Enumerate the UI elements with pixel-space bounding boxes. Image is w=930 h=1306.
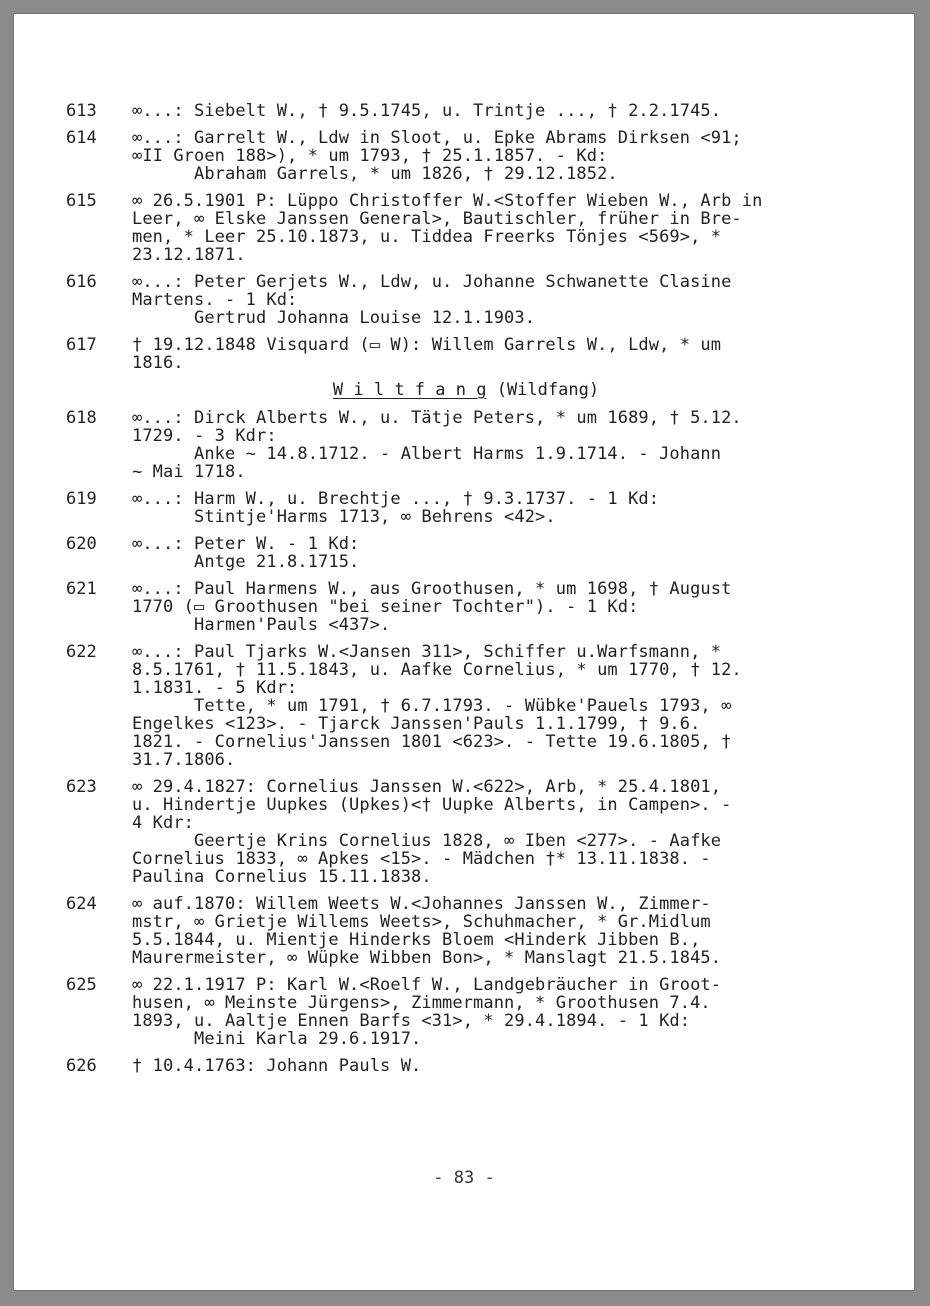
entry-line: 1770 (▭ Groothusen "bei seiner Tochter"). - 1 Kd:	[132, 597, 639, 617]
entry-line: Geertje Krins Cornelius 1828, ∞ Iben <277>. - Aafke	[132, 831, 722, 851]
entry-text	[132, 580, 866, 634]
entry-text	[132, 409, 866, 481]
entry-number: 620	[66, 534, 97, 554]
entry-line: Anke ~ 14.8.1712. - Albert Harms 1.9.1714. - Johann	[132, 444, 722, 464]
page-number: - 83 -	[433, 1168, 495, 1188]
entry-number: 619	[66, 489, 97, 509]
entry-line: 1821. - Cornelius'Janssen 1801 <623>. - Tette 19.6.1805, †	[132, 732, 732, 752]
entry	[66, 1057, 866, 1075]
entry	[66, 102, 866, 120]
entry-line: ~ Mai 1718.	[132, 462, 246, 482]
entry	[66, 976, 866, 1048]
entry-line: 1893, u. Aaltje Ennen Barfs <31>, * 29.4.1894. - 1 Kd:	[132, 1011, 691, 1031]
entry-line: ∞ auf.1870: Willem Weets W.<Johannes Janssen W., Zimmer-	[132, 894, 711, 914]
entry-text	[132, 535, 866, 571]
entry-line: Harmen'Pauls <437>.	[132, 615, 391, 635]
entry-line: Tette, * um 1791, † 6.7.1793. - Wübke'Pauels 1793, ∞	[132, 696, 732, 716]
entry-line: 23.12.1871.	[132, 245, 246, 265]
entry-number: 618	[66, 408, 97, 428]
entry	[66, 336, 866, 372]
entry-line: 1729. - 3 Kdr:	[132, 426, 277, 446]
entry-number: 615	[66, 191, 97, 211]
entry-line: ∞...: Peter Gerjets W., Ldw, u. Johanne Schwanette Clasine	[132, 272, 732, 292]
entry	[66, 192, 866, 264]
entry-line: ∞...: Peter W. - 1 Kd:	[132, 534, 360, 554]
entry-line: Leer, ∞ Elske Janssen General>, Bautischler, früher in Bre-	[132, 209, 742, 229]
entry	[66, 490, 866, 526]
entry-number: 626	[66, 1056, 97, 1076]
entry-number: 625	[66, 975, 97, 995]
section-heading-subtitle: (Wildfang)	[496, 380, 600, 400]
entry	[66, 409, 866, 481]
entry-line: Cornelius 1833, ∞ Apkes <15>. - Mädchen †* 13.11.1838. -	[132, 849, 711, 869]
entry-line: ∞ 22.1.1917 P: Karl W.<Roelf W., Landgebräucher in Groot-	[132, 975, 722, 995]
entry-line: ∞...: Paul Tjarks W.<Jansen 311>, Schiffer u.Warfsmann, *	[132, 642, 722, 662]
entry-line: † 10.4.1763: Johann Pauls W.	[132, 1056, 422, 1076]
entry-line: ∞ 26.5.1901 P: Lüppo Christoffer W.<Stoffer Wieben W., Arb in	[132, 191, 763, 211]
entry-line: u. Hindertje Uupkes (Upkes)<† Uupke Alberts, in Campen>. -	[132, 795, 732, 815]
entry-line: 4 Kdr:	[132, 813, 195, 833]
entry	[66, 643, 866, 769]
entry-line: 5.5.1844, u. Mientje Hinderks Bloem <Hinderk Jibben B.,	[132, 930, 701, 950]
entry-line: Engelkes <123>. - Tjarck Janssen'Pauls 1.1.1799, † 9.6.	[132, 714, 701, 734]
entry-line: 8.5.1761, † 11.5.1843, u. Aafke Cornelius, * um 1770, † 12.	[132, 660, 742, 680]
entry-number: 616	[66, 272, 97, 292]
entry-line: Paulina Cornelius 15.11.1838.	[132, 867, 432, 887]
entry-text	[132, 778, 866, 886]
entry	[66, 535, 866, 571]
entry	[66, 778, 866, 886]
entry-line: ∞...: Paul Harmens W., aus Groothusen, * um 1698, † August	[132, 579, 732, 599]
entry-number: 614	[66, 128, 97, 148]
entry-line: ∞...: Garrelt W., Ldw in Sloot, u. Epke Abrams Dirksen <91;	[132, 128, 742, 148]
entry	[66, 273, 866, 327]
entry-number: 622	[66, 642, 97, 662]
entry-line: Antge 21.8.1715.	[132, 552, 360, 572]
entry-line: 1.1831. - 5 Kdr:	[132, 678, 298, 698]
entry	[66, 895, 866, 967]
entry-list	[66, 102, 866, 1084]
entry-line: Gertrud Johanna Louise 12.1.1903.	[132, 308, 536, 328]
entry-line: ∞II Groen 188>), * um 1793, † 25.1.1857. - Kd:	[132, 146, 608, 166]
entry-number: 617	[66, 335, 97, 355]
section-heading-title: W i l t f a n g	[332, 380, 487, 400]
entry-text	[132, 1057, 866, 1075]
entry	[66, 129, 866, 183]
entry-number: 624	[66, 894, 97, 914]
entry-line: Stintje'Harms 1713, ∞ Behrens <42>.	[132, 507, 556, 527]
entry-line: ∞...: Siebelt W., † 9.5.1745, u. Trintje ..., † 2.2.1745.	[132, 101, 722, 121]
entry-line: 31.7.1806.	[132, 750, 236, 770]
entry-line: mstr, ∞ Grietje Willems Weets>, Schuhmacher, * Gr.Midlum	[132, 912, 711, 932]
entry-line: 1816.	[132, 353, 184, 373]
entry-line: ∞...: Harm W., u. Brechtje ..., † 9.3.1737. - 1 Kd:	[132, 489, 660, 509]
entry-number: 613	[66, 101, 97, 121]
entry-text	[132, 976, 866, 1048]
entry-line: † 19.12.1848 Visquard (▭ W): Willem Garrels W., Ldw, * um	[132, 335, 722, 355]
entry-text	[132, 129, 866, 183]
entry-text	[132, 273, 866, 327]
entry-text	[132, 102, 866, 120]
entry	[66, 580, 866, 634]
entry-line: men, * Leer 25.10.1873, u. Tiddea Freerks Tönjes <569>, *	[132, 227, 722, 247]
entry-line: Maurermeister, ∞ Wüpke Wibben Bon>, * Manslagt 21.5.1845.	[132, 948, 722, 968]
entry-line: ∞...: Dirck Alberts W., u. Tätje Peters, * um 1689, † 5.12.	[132, 408, 742, 428]
document-page	[14, 14, 914, 1290]
entry-line: Abraham Garrels, * um 1826, † 29.12.1852.	[132, 164, 618, 184]
entry-text	[132, 643, 866, 769]
entry-text	[132, 336, 866, 372]
entry-line: ∞ 29.4.1827: Cornelius Janssen W.<622>, Arb, * 25.4.1801,	[132, 777, 722, 797]
entry-line: husen, ∞ Meinste Jürgens>, Zimmermann, * Groothusen 7.4.	[132, 993, 711, 1013]
entry-text	[132, 192, 866, 264]
entry-text	[132, 895, 866, 967]
entry-line: Martens. - 1 Kd:	[132, 290, 298, 310]
entry-line: Meini Karla 29.6.1917.	[132, 1029, 422, 1049]
entry-number: 623	[66, 777, 97, 797]
section-heading	[66, 381, 866, 399]
entry-number: 621	[66, 579, 97, 599]
entry-text	[132, 490, 866, 526]
